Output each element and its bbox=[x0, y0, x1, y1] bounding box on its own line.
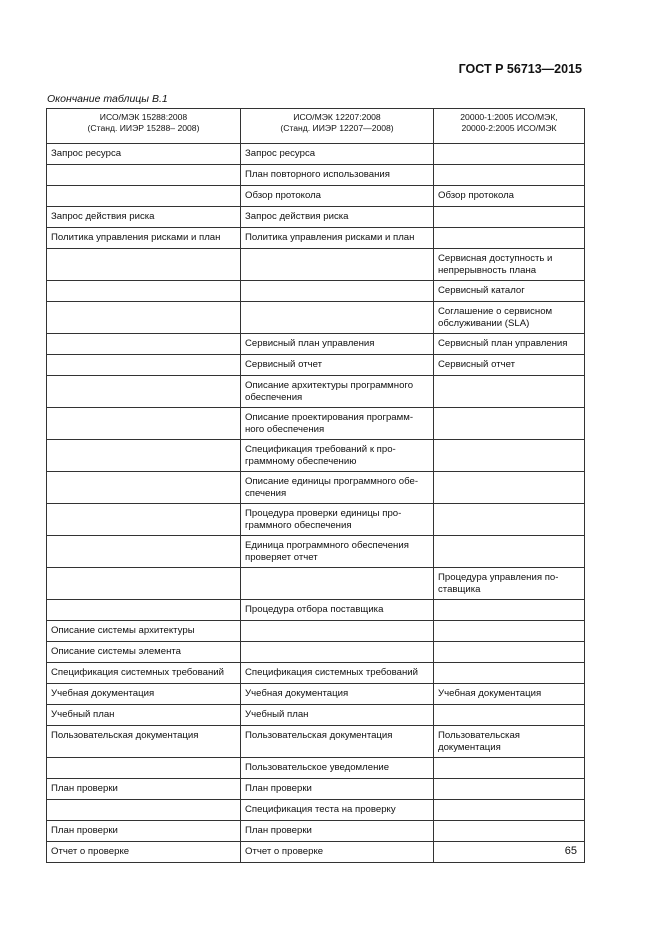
table-cell: Учебный план bbox=[47, 705, 241, 726]
page-number: 65 bbox=[564, 845, 577, 857]
table-cell: Описание единицы программного обеспечения bbox=[241, 472, 434, 504]
table-cell bbox=[434, 642, 585, 663]
table-cell bbox=[47, 186, 241, 207]
table-cell: Сервисный план управления bbox=[241, 334, 434, 355]
header-line: 20000-1:2005 ИСО/МЭК, bbox=[460, 112, 558, 122]
table-cell bbox=[47, 568, 241, 600]
table-cell bbox=[241, 281, 434, 302]
header-cell-iso12207 bbox=[241, 109, 434, 144]
table-cell: Процедура отбора поставщика bbox=[241, 600, 434, 621]
table-cell: Пользовательская документация bbox=[434, 726, 585, 758]
table-cell: Пользовательская документация bbox=[47, 726, 241, 758]
table-cell: Процедура управления поставщика bbox=[434, 568, 585, 600]
table-cell: Учебная документация bbox=[241, 684, 434, 705]
header-line: ИСО/МЭК 12207:2008 bbox=[293, 112, 381, 122]
table-cell: Учебная документация bbox=[434, 684, 585, 705]
table-cell bbox=[434, 408, 585, 440]
table-cell bbox=[47, 536, 241, 568]
table-row bbox=[47, 779, 585, 800]
table-cell bbox=[47, 249, 241, 281]
table-header-row bbox=[47, 109, 585, 144]
table-cell bbox=[434, 779, 585, 800]
table-cell bbox=[241, 568, 434, 600]
table-cell bbox=[434, 536, 585, 568]
header-line: (Станд. ИИЭР 12207—2008) bbox=[280, 123, 394, 133]
table-cell: Сервисный план управления bbox=[434, 334, 585, 355]
table-cell: Политика управления рисками и план bbox=[241, 228, 434, 249]
document-code: ГОСТ Р 56713—2015 bbox=[458, 62, 582, 76]
table-cell: Учебный план bbox=[241, 705, 434, 726]
table-row bbox=[47, 186, 585, 207]
table-cell: Сервисный отчет bbox=[241, 355, 434, 376]
table-row bbox=[47, 800, 585, 821]
table-row bbox=[47, 642, 585, 663]
header-line: ИСО/МЭК 15288:2008 bbox=[99, 112, 188, 122]
header-line: 20000-2:2005 ИСО/МЭК bbox=[461, 123, 557, 133]
table-row bbox=[47, 504, 585, 536]
table-row bbox=[47, 663, 585, 684]
table-row bbox=[47, 684, 585, 705]
table-cell: Спецификация системных требований bbox=[47, 663, 241, 684]
table-body bbox=[47, 144, 585, 863]
table-cell: Политика управления рисками и план bbox=[47, 228, 241, 249]
table-row bbox=[47, 821, 585, 842]
table-cell: Сервисный отчет bbox=[434, 355, 585, 376]
table-cell: Запрос ресурса bbox=[241, 144, 434, 165]
table-cell bbox=[47, 281, 241, 302]
table-cell: Соглашение о сервисном обслуживании (SLA) bbox=[434, 302, 585, 334]
table-cell: План проверки bbox=[241, 821, 434, 842]
table-row bbox=[47, 536, 585, 568]
table-cell: Описание проектирования программного обеспечения bbox=[241, 408, 434, 440]
table-cell bbox=[47, 334, 241, 355]
table-cell: Запрос действия риска bbox=[47, 207, 241, 228]
header-line: (Станд. ИИЭР 15288– 2008) bbox=[87, 123, 200, 133]
table-caption: Окончание таблицы В.1 bbox=[47, 93, 168, 105]
table-row bbox=[47, 302, 585, 334]
table-cell: Описание системы элемента bbox=[47, 642, 241, 663]
table-cell: Пользовательское уведомление bbox=[241, 758, 434, 779]
table-cell: План проверки bbox=[241, 779, 434, 800]
table-row bbox=[47, 165, 585, 186]
table-cell bbox=[434, 621, 585, 642]
table-cell bbox=[434, 376, 585, 408]
table-cell bbox=[434, 472, 585, 504]
table-row bbox=[47, 726, 585, 758]
table-cell bbox=[47, 758, 241, 779]
table-row bbox=[47, 249, 585, 281]
table-row bbox=[47, 207, 585, 228]
table-row bbox=[47, 228, 585, 249]
correspondence-table bbox=[46, 108, 585, 863]
table-cell bbox=[434, 144, 585, 165]
table-row bbox=[47, 144, 585, 165]
table-cell bbox=[47, 472, 241, 504]
table-row bbox=[47, 621, 585, 642]
table-cell bbox=[434, 663, 585, 684]
table-cell bbox=[241, 249, 434, 281]
table-cell bbox=[241, 621, 434, 642]
table-cell: Отчет о проверке bbox=[241, 842, 434, 863]
table-cell: Отчет о проверке bbox=[47, 842, 241, 863]
table-cell bbox=[47, 165, 241, 186]
table-cell bbox=[434, 821, 585, 842]
table-cell bbox=[47, 440, 241, 472]
table-row bbox=[47, 568, 585, 600]
table-cell: План проверки bbox=[47, 821, 241, 842]
table-cell bbox=[241, 642, 434, 663]
table-cell bbox=[47, 504, 241, 536]
table-cell bbox=[47, 355, 241, 376]
table-cell bbox=[47, 302, 241, 334]
table-cell bbox=[434, 440, 585, 472]
table-row bbox=[47, 281, 585, 302]
table-row bbox=[47, 842, 585, 863]
table-cell: Спецификация требований к программному обеспечению bbox=[241, 440, 434, 472]
table-cell bbox=[47, 600, 241, 621]
table-cell: Запрос действия риска bbox=[241, 207, 434, 228]
table-cell bbox=[47, 376, 241, 408]
table-cell: Обзор протокола bbox=[241, 186, 434, 207]
table-cell: Сервисный каталог bbox=[434, 281, 585, 302]
table-cell: Пользовательская документация bbox=[241, 726, 434, 758]
table-row bbox=[47, 600, 585, 621]
table-cell bbox=[47, 408, 241, 440]
table-cell bbox=[434, 600, 585, 621]
header-cell-iso20000 bbox=[434, 109, 585, 144]
table-cell: Описание архитектуры программного обеспечения bbox=[241, 376, 434, 408]
table-row bbox=[47, 408, 585, 440]
table-cell bbox=[434, 705, 585, 726]
table-row bbox=[47, 472, 585, 504]
table-cell: Сервисная доступность и непрерывность плана bbox=[434, 249, 585, 281]
table-cell: План проверки bbox=[47, 779, 241, 800]
table-row bbox=[47, 705, 585, 726]
table-cell bbox=[241, 302, 434, 334]
table-cell bbox=[434, 228, 585, 249]
table-cell bbox=[434, 842, 585, 863]
table-cell bbox=[434, 165, 585, 186]
table-cell bbox=[434, 504, 585, 536]
table-cell: Обзор протокола bbox=[434, 186, 585, 207]
table-cell bbox=[434, 800, 585, 821]
table-cell: Единица программного обеспечения проверяет отчет bbox=[241, 536, 434, 568]
table-cell: План повторного использования bbox=[241, 165, 434, 186]
table-row bbox=[47, 355, 585, 376]
table-cell: Спецификация теста на проверку bbox=[241, 800, 434, 821]
table-cell bbox=[434, 207, 585, 228]
table-row bbox=[47, 440, 585, 472]
header-cell-iso15288 bbox=[47, 109, 241, 144]
table-cell bbox=[434, 758, 585, 779]
table-row bbox=[47, 376, 585, 408]
table-cell: Запрос ресурса bbox=[47, 144, 241, 165]
table-row bbox=[47, 334, 585, 355]
table-cell: Процедура проверки единицы программного обеспечения bbox=[241, 504, 434, 536]
table-cell: Учебная документация bbox=[47, 684, 241, 705]
table-cell: Спецификация системных требований bbox=[241, 663, 434, 684]
table-cell bbox=[47, 800, 241, 821]
table-row bbox=[47, 758, 585, 779]
table-cell: Описание системы архитектуры bbox=[47, 621, 241, 642]
